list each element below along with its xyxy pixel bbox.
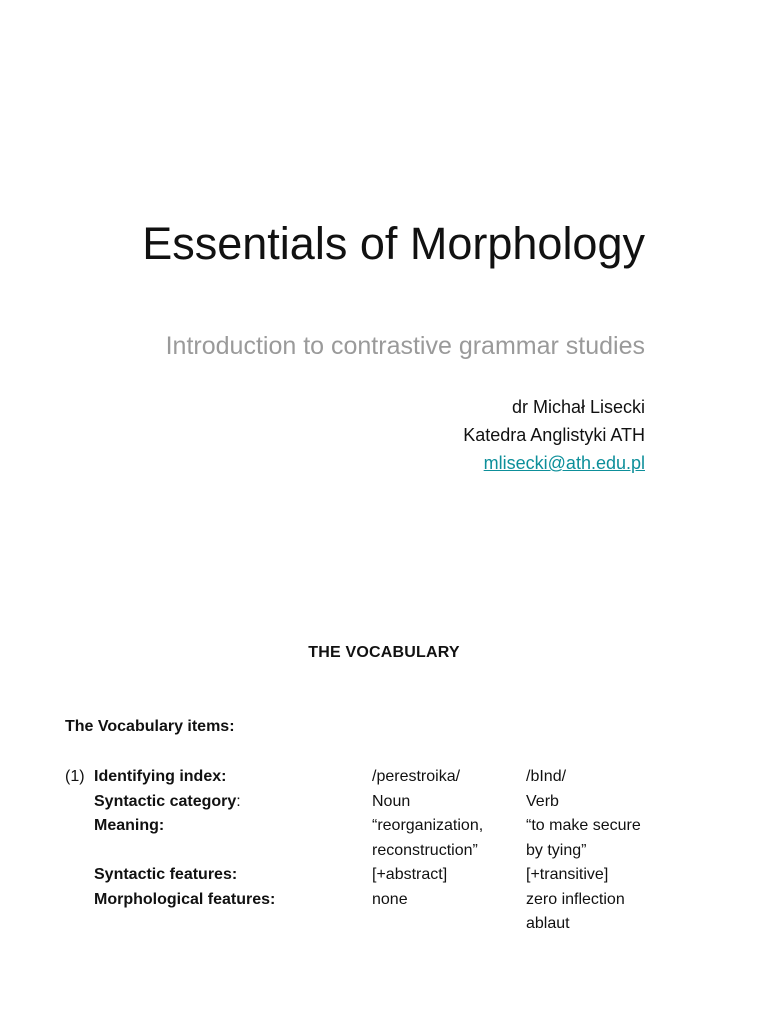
perestroika-value: none xyxy=(372,890,408,908)
author-block xyxy=(463,393,645,477)
perestroika-value: reconstruction” xyxy=(372,841,478,859)
bind-value: zero inflection xyxy=(526,890,625,908)
item-number: (1) xyxy=(65,768,85,785)
row-label: Identifying index: xyxy=(94,768,227,785)
bind-value: /bInd/ xyxy=(526,768,567,785)
author-department: Katedra Anglistyki ATH xyxy=(463,425,645,445)
bind-value: [+transitive] xyxy=(526,866,609,883)
section-heading: THE VOCABULARY xyxy=(308,644,460,661)
document-subtitle: Introduction to contrastive grammar studies xyxy=(165,332,645,360)
perestroika-value: “reorganization, xyxy=(372,817,484,834)
row-label: Morphological features: xyxy=(94,890,276,908)
row-label: Syntactic category: xyxy=(94,792,241,810)
bind-value: Verb xyxy=(526,792,559,810)
bind-value: by tying” xyxy=(526,841,587,859)
author-email-link[interactable]: mlisecki@ath.edu.pl xyxy=(483,453,645,473)
items-heading: The Vocabulary items: xyxy=(65,718,235,735)
document-title: Essentials of Morphology xyxy=(142,218,645,269)
perestroika-value: [+abstract] xyxy=(372,866,448,883)
title-block xyxy=(142,214,645,274)
bind-value: “to make secure xyxy=(526,817,641,834)
row-label: Syntactic features: xyxy=(94,866,238,883)
author-name: dr Michał Lisecki xyxy=(511,397,645,417)
perestroika-value: /perestroika/ xyxy=(372,768,461,785)
row-label: Meaning: xyxy=(94,817,165,834)
bind-value: ablaut xyxy=(526,915,570,932)
perestroika-value: Noun xyxy=(372,792,411,810)
